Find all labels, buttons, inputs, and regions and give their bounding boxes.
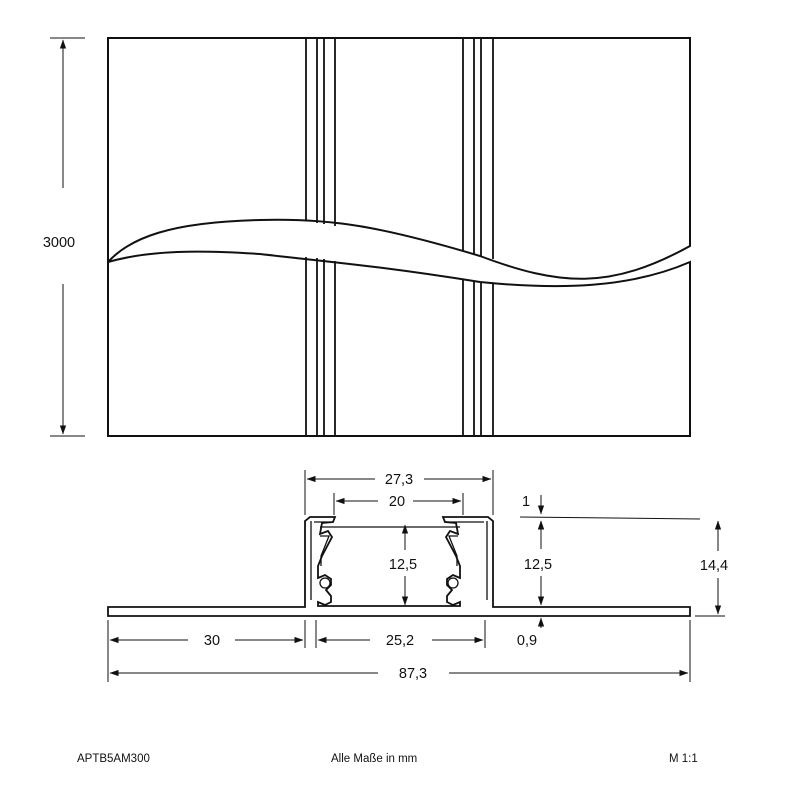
groove-lines-lower	[306, 257, 493, 436]
section-dimensions	[108, 470, 725, 682]
dim-flange-thickness: 0,9	[516, 633, 538, 649]
height-label: 3000	[42, 235, 76, 251]
groove-lines-upper	[306, 38, 493, 259]
right-screw-channel	[448, 578, 458, 588]
dim-flange-width: 30	[203, 633, 221, 649]
dim-right-depth: 12,5	[523, 557, 553, 573]
dim-outer-opening: 27,3	[384, 472, 414, 488]
dim-total-width: 87,3	[398, 666, 428, 682]
left-screw-channel	[320, 578, 330, 588]
units-note: Alle Maße in mm	[331, 753, 418, 765]
dim-total-height: 14,4	[699, 558, 729, 574]
part-number: APTB5AM300	[77, 753, 150, 765]
dim-inner-depth: 12,5	[388, 557, 418, 573]
scale-label: M 1:1	[669, 753, 698, 765]
profile-lower-section	[108, 252, 690, 436]
dim-top-offset: 1	[521, 494, 531, 510]
dim-channel-bottom: 25,2	[385, 633, 415, 649]
profile-upper-section	[108, 38, 690, 279]
elevation-view	[108, 38, 690, 436]
dim-inner-opening: 20	[388, 494, 406, 510]
